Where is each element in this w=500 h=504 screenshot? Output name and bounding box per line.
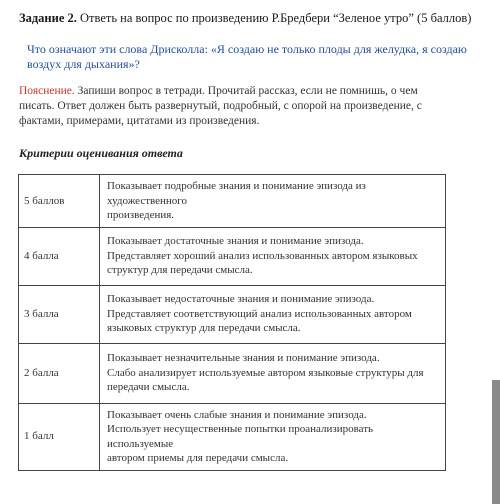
criteria-row xyxy=(19,227,446,285)
description-line: Слабо анализирует используемые автором языковые структуры для xyxy=(107,366,424,379)
description-line: Представляет хороший анализ использованных автором языковых xyxy=(107,249,418,262)
criteria-title: Критерии оценивания ответа xyxy=(19,146,183,160)
explanation-paragraph xyxy=(19,84,449,129)
description-line: Показывает незначительные знания и понимание эпизода. xyxy=(107,352,380,365)
description-line: автором приемы для передачи смысла. xyxy=(107,452,289,464)
criteria-row xyxy=(19,175,446,228)
score-cell: 2 балла xyxy=(19,343,100,403)
question-text: Что означают эти слова Дрисколла: «Я создаю не только плоды для желудка, я создаю воздух для дыхания»? xyxy=(27,42,467,71)
description-line: Использует несущественные попытки проанализировать xyxy=(107,423,374,435)
description-line: используемые xyxy=(107,437,174,450)
criteria-row xyxy=(19,285,446,343)
score-cell: 1 балл xyxy=(19,403,100,470)
description-cell xyxy=(100,285,446,343)
task-label: Задание 2. xyxy=(19,11,77,25)
task-text: Ответь на вопрос по произведению Р.Бредбери “Зеленое утро” (5 баллов) xyxy=(76,11,472,25)
description-cell xyxy=(100,403,446,470)
description-line: произведения. xyxy=(107,209,175,221)
scrollbar[interactable] xyxy=(492,380,500,504)
task-heading xyxy=(19,10,489,27)
description-line: Показывает очень слабые знания и понимание эпизода. xyxy=(107,408,367,421)
score-cell: 3 балла xyxy=(19,285,100,343)
description-line: структур для передачи смысла. xyxy=(107,264,253,277)
explanation-label: Пояснение. xyxy=(19,85,75,97)
score-cell: 5 баллов xyxy=(19,175,100,228)
description-cell xyxy=(100,227,446,285)
description-line: художественного xyxy=(107,194,188,207)
description-line: Показывает подробные знания и понимание эпизода из xyxy=(107,180,366,192)
description-line: передачи смысла. xyxy=(107,381,190,394)
criteria-table xyxy=(18,174,446,471)
criteria-row xyxy=(19,403,446,470)
explanation-text: Запиши вопрос в тетради. Прочитай рассказ, если не помнишь, о чем писать. Ответ должен быть развернутый, подробный, с опорой на произведение, с фактами, примерами, цитатами из произведения. xyxy=(19,85,422,127)
description-line: Показывает недостаточные знания и понимание эпизода. xyxy=(107,293,375,306)
description-line: Показывает достаточные знания и понимание эпизода. xyxy=(107,235,364,248)
description-line: языковых структур для передачи смысла. xyxy=(107,322,301,335)
description-cell xyxy=(100,343,446,403)
description-line: Представляет соответствующий анализ использованных автором xyxy=(107,307,412,320)
score-cell: 4 балла xyxy=(19,227,100,285)
criteria-row xyxy=(19,343,446,403)
description-cell xyxy=(100,175,446,228)
